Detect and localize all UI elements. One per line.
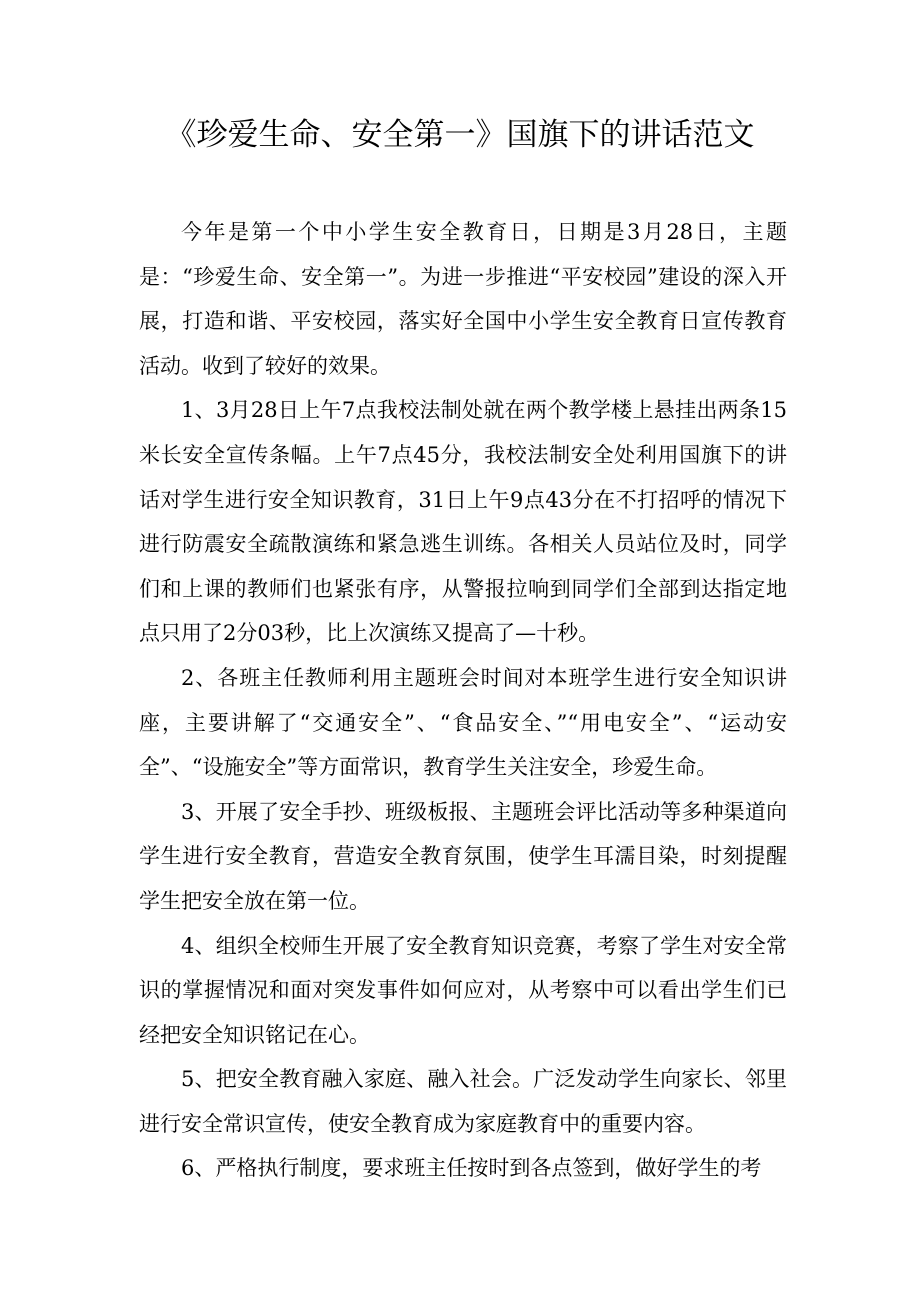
paragraph-item-5: 5、把安全教育融入家庭、融入社会。广泛发动学生向家长、邻里进行安全常识宣传，使安全教育成为家庭教育中的重要内容。: [139, 1067, 787, 1136]
paragraph-item-2: 2、各班主任教师利用主题班会时间对本班学生进行安全知识讲座，主要讲解了“交通安全”、“食品安全、”“用电安全”、“运动安全”、“设施安全”等方面常识，教育学生关注安全，珍爱生命。: [139, 665, 787, 780]
paragraph-intro: 今年是第一个中小学生安全教育日，日期是3月28日，主题是：“珍爱生命、安全第一”。为进一步推进“平安校园”建设的深入开展，打造和谐、平安校园，落实好全国中小学生安全教育日宣传教育活动。收到了较好的效果。: [139, 220, 787, 378]
paragraph-item-4: 4、组织全校师生开展了安全教育知识竞赛，考察了学生对安全常识的掌握情况和面对突发事件如何应对，从考察中可以看出学生们已经把安全知识铭记在心。: [139, 933, 787, 1047]
paragraph-item-6: 6、严格执行制度，要求班主任按时到各点签到，做好学生的考: [181, 1156, 762, 1181]
document-title: 《珍爱生命、安全第一》国旗下的讲话范文: [165, 117, 755, 153]
document-body: [139, 210, 787, 1191]
paragraph-item-1: 1、3月28日上午7点我校法制处就在两个教学楼上悬挂出两条15米长安全宣传条幅。上午7点45分，我校法制安全处利用国旗下的讲话对学生进行安全知识教育，31日上午9点43分在不打招呼的情况下进行防震安全疏散演练和紧急逃生训练。各相关人员站位及时，同学们和上课的教师们也紧张有序，从警报拉响到同学们全部到达指定地点只用了2分03秒，比上次演练又提高了—十秒。: [139, 398, 787, 646]
paragraph-item-3: 3、开展了安全手抄、班级板报、主题班会评比活动等多种渠道向学生进行安全教育，营造安全教育氛围，使学生耳濡目染，时刻提醒学生把安全放在第一位。: [139, 799, 787, 913]
